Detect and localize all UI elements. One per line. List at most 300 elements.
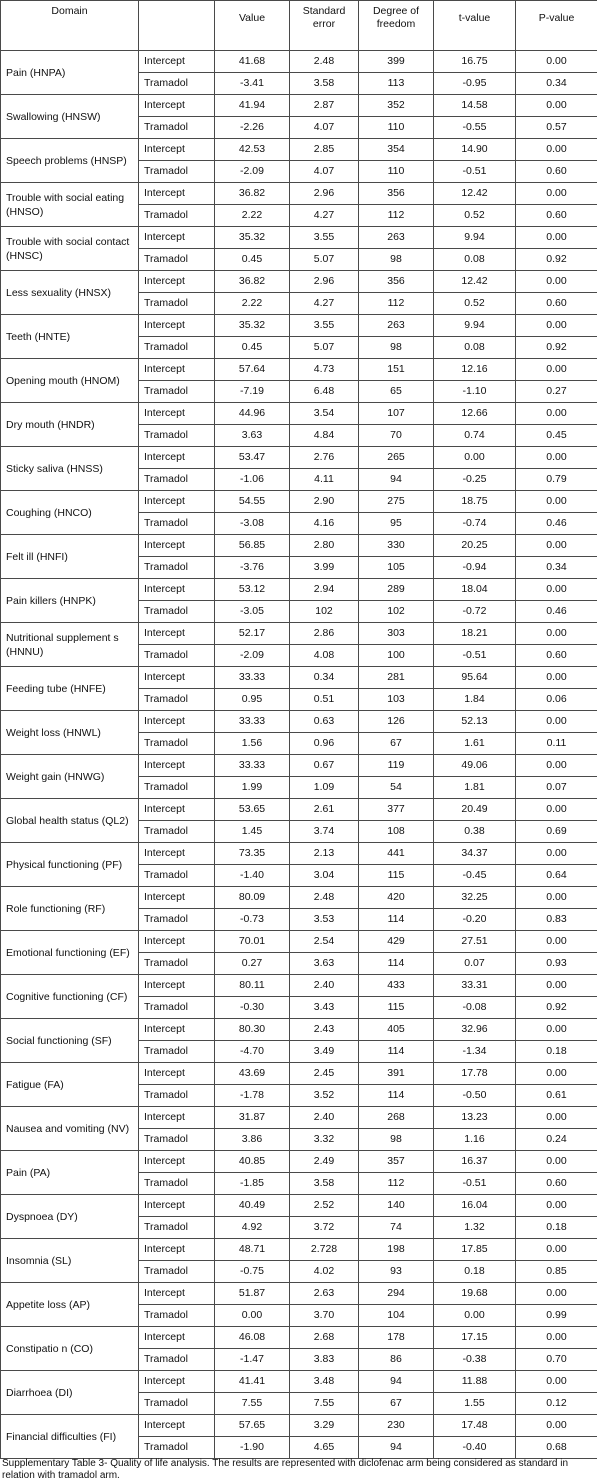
domain-cell: Physical functioning (PF) [1, 843, 139, 887]
t-cell: 0.08 [434, 249, 516, 271]
value-cell: -4.70 [215, 1041, 290, 1063]
value-cell: 80.11 [215, 975, 290, 997]
t-cell: 16.04 [434, 1195, 516, 1217]
intercept-label: Intercept [139, 755, 215, 777]
tramadol-label: Tramadol [139, 733, 215, 755]
intercept-label: Intercept [139, 711, 215, 733]
se-cell: 2.87 [290, 95, 359, 117]
p-cell: 0.00 [516, 1151, 597, 1173]
domain-cell: Feeding tube (HNFE) [1, 667, 139, 711]
table-row [1, 51, 597, 73]
t-cell: 0.74 [434, 425, 516, 447]
se-cell: 2.728 [290, 1239, 359, 1261]
table-row [1, 843, 597, 865]
se-cell: 1.09 [290, 777, 359, 799]
value-cell: 2.22 [215, 205, 290, 227]
value-cell: -7.19 [215, 381, 290, 403]
se-cell: 4.11 [290, 469, 359, 491]
df-cell: 114 [359, 909, 434, 931]
t-cell: -0.94 [434, 557, 516, 579]
df-cell: 114 [359, 1041, 434, 1063]
se-cell: 2.54 [290, 931, 359, 953]
se-cell: 2.63 [290, 1283, 359, 1305]
p-cell: 0.00 [516, 1107, 597, 1129]
t-cell: 19.68 [434, 1283, 516, 1305]
t-cell: 0.08 [434, 337, 516, 359]
p-cell: 0.34 [516, 73, 597, 95]
t-cell: 0.18 [434, 1261, 516, 1283]
table-row [1, 183, 597, 205]
df-cell: 281 [359, 667, 434, 689]
t-cell: -0.72 [434, 601, 516, 623]
se-cell: 3.55 [290, 227, 359, 249]
se-cell: 2.40 [290, 1107, 359, 1129]
table-row [1, 1415, 597, 1437]
intercept-label: Intercept [139, 315, 215, 337]
domain-cell: Pain (HNPA) [1, 51, 139, 95]
p-cell: 0.92 [516, 337, 597, 359]
tramadol-label: Tramadol [139, 601, 215, 623]
p-cell: 0.18 [516, 1041, 597, 1063]
domain-cell: Sticky saliva (HNSS) [1, 447, 139, 491]
value-cell: 48.71 [215, 1239, 290, 1261]
df-cell: 198 [359, 1239, 434, 1261]
t-cell: 34.37 [434, 843, 516, 865]
p-cell: 0.00 [516, 931, 597, 953]
table-row [1, 1239, 597, 1261]
table-row [1, 975, 597, 997]
p-cell: 0.00 [516, 799, 597, 821]
intercept-label: Intercept [139, 1283, 215, 1305]
t-cell: 33.31 [434, 975, 516, 997]
tramadol-label: Tramadol [139, 1261, 215, 1283]
t-cell: 1.55 [434, 1393, 516, 1415]
value-cell: 1.99 [215, 777, 290, 799]
domain-cell: Cognitive functioning (CF) [1, 975, 139, 1019]
tramadol-label: Tramadol [139, 513, 215, 535]
value-cell: 0.27 [215, 953, 290, 975]
value-cell: 36.82 [215, 271, 290, 293]
se-cell: 0.51 [290, 689, 359, 711]
table-row [1, 667, 597, 689]
t-cell: 9.94 [434, 227, 516, 249]
df-cell: 356 [359, 271, 434, 293]
domain-cell: Trouble with social contact (HNSC) [1, 227, 139, 271]
p-cell: 0.00 [516, 227, 597, 249]
domain-cell: Teeth (HNTE) [1, 315, 139, 359]
p-cell: 0.60 [516, 1173, 597, 1195]
se-cell: 3.58 [290, 73, 359, 95]
p-cell: 0.46 [516, 601, 597, 623]
se-cell: 3.63 [290, 953, 359, 975]
table-row [1, 711, 597, 733]
se-cell: 102 [290, 601, 359, 623]
df-cell: 263 [359, 227, 434, 249]
df-cell: 352 [359, 95, 434, 117]
p-cell: 0.34 [516, 557, 597, 579]
domain-cell: Nutritional supplement s (HNNU) [1, 623, 139, 667]
se-cell: 2.40 [290, 975, 359, 997]
se-cell: 5.07 [290, 249, 359, 271]
value-cell: 3.86 [215, 1129, 290, 1151]
p-cell: 0.00 [516, 623, 597, 645]
t-cell: 0.52 [434, 293, 516, 315]
p-cell: 0.00 [516, 1415, 597, 1437]
se-cell: 3.72 [290, 1217, 359, 1239]
value-cell: 0.00 [215, 1305, 290, 1327]
p-cell: 0.64 [516, 865, 597, 887]
tramadol-label: Tramadol [139, 205, 215, 227]
t-cell: -1.10 [434, 381, 516, 403]
df-cell: 102 [359, 601, 434, 623]
se-cell: 2.68 [290, 1327, 359, 1349]
se-cell: 2.61 [290, 799, 359, 821]
t-cell: -0.74 [434, 513, 516, 535]
df-cell: 429 [359, 931, 434, 953]
value-cell: -1.47 [215, 1349, 290, 1371]
value-cell: 46.08 [215, 1327, 290, 1349]
tramadol-label: Tramadol [139, 821, 215, 843]
df-cell: 289 [359, 579, 434, 601]
value-cell: 31.87 [215, 1107, 290, 1129]
df-cell: 112 [359, 293, 434, 315]
p-cell: 0.00 [516, 667, 597, 689]
value-cell: -3.76 [215, 557, 290, 579]
t-cell: 1.61 [434, 733, 516, 755]
value-cell: -1.85 [215, 1173, 290, 1195]
t-cell: -0.51 [434, 1173, 516, 1195]
df-cell: 70 [359, 425, 434, 447]
table-header-row [1, 1, 597, 51]
value-cell: -1.06 [215, 469, 290, 491]
value-cell: 43.69 [215, 1063, 290, 1085]
t-cell: 18.75 [434, 491, 516, 513]
table-row [1, 315, 597, 337]
value-cell: 0.95 [215, 689, 290, 711]
table-row [1, 139, 597, 161]
se-cell: 3.74 [290, 821, 359, 843]
intercept-label: Intercept [139, 975, 215, 997]
se-cell: 4.27 [290, 205, 359, 227]
se-cell: 2.52 [290, 1195, 359, 1217]
t-cell: 17.85 [434, 1239, 516, 1261]
p-cell: 0.92 [516, 997, 597, 1019]
t-cell: 0.07 [434, 953, 516, 975]
df-cell: 441 [359, 843, 434, 865]
value-cell: 33.33 [215, 755, 290, 777]
se-cell: 3.58 [290, 1173, 359, 1195]
se-cell: 2.48 [290, 887, 359, 909]
t-cell: -0.25 [434, 469, 516, 491]
p-cell: 0.00 [516, 579, 597, 601]
p-cell: 0.69 [516, 821, 597, 843]
p-cell: 0.45 [516, 425, 597, 447]
p-cell: 0.70 [516, 1349, 597, 1371]
tramadol-label: Tramadol [139, 293, 215, 315]
value-cell: 56.85 [215, 535, 290, 557]
value-cell: -1.78 [215, 1085, 290, 1107]
df-cell: 103 [359, 689, 434, 711]
p-cell: 0.00 [516, 1283, 597, 1305]
table-body [1, 51, 597, 1459]
tramadol-label: Tramadol [139, 865, 215, 887]
value-cell: 53.47 [215, 447, 290, 469]
df-cell: 330 [359, 535, 434, 557]
df-cell: 94 [359, 1437, 434, 1459]
table-row [1, 491, 597, 513]
p-cell: 0.00 [516, 843, 597, 865]
p-cell: 0.00 [516, 755, 597, 777]
t-cell: 9.94 [434, 315, 516, 337]
t-cell: 0.52 [434, 205, 516, 227]
tramadol-label: Tramadol [139, 1041, 215, 1063]
intercept-label: Intercept [139, 1107, 215, 1129]
t-cell: 14.58 [434, 95, 516, 117]
value-cell: 33.33 [215, 711, 290, 733]
value-cell: 2.22 [215, 293, 290, 315]
se-cell: 2.96 [290, 271, 359, 293]
value-cell: 57.64 [215, 359, 290, 381]
se-cell: 0.63 [290, 711, 359, 733]
t-cell: 17.78 [434, 1063, 516, 1085]
t-cell: 12.42 [434, 183, 516, 205]
value-cell: 53.65 [215, 799, 290, 821]
value-cell: -2.26 [215, 117, 290, 139]
p-cell: 0.99 [516, 1305, 597, 1327]
domain-cell: Felt ill (HNFI) [1, 535, 139, 579]
value-cell: -1.40 [215, 865, 290, 887]
df-cell: 94 [359, 1371, 434, 1393]
t-cell: -0.50 [434, 1085, 516, 1107]
table-row [1, 403, 597, 425]
df-cell: 263 [359, 315, 434, 337]
p-cell: 0.60 [516, 161, 597, 183]
value-cell: 41.94 [215, 95, 290, 117]
value-cell: -0.75 [215, 1261, 290, 1283]
domain-cell: Pain killers (HNPK) [1, 579, 139, 623]
intercept-label: Intercept [139, 1371, 215, 1393]
intercept-label: Intercept [139, 95, 215, 117]
domain-cell: Dry mouth (HNDR) [1, 403, 139, 447]
domain-cell: Speech problems (HNSP) [1, 139, 139, 183]
df-cell: 377 [359, 799, 434, 821]
p-cell: 0.60 [516, 293, 597, 315]
t-cell: -0.95 [434, 73, 516, 95]
t-cell: 1.32 [434, 1217, 516, 1239]
tramadol-label: Tramadol [139, 1129, 215, 1151]
t-cell: 1.81 [434, 777, 516, 799]
df-cell: 112 [359, 205, 434, 227]
intercept-label: Intercept [139, 1239, 215, 1261]
t-cell: 17.15 [434, 1327, 516, 1349]
table-row [1, 1195, 597, 1217]
tramadol-label: Tramadol [139, 1305, 215, 1327]
intercept-label: Intercept [139, 1195, 215, 1217]
p-cell: 0.92 [516, 249, 597, 271]
se-cell: 3.49 [290, 1041, 359, 1063]
intercept-label: Intercept [139, 667, 215, 689]
df-cell: 74 [359, 1217, 434, 1239]
p-cell: 0.60 [516, 645, 597, 667]
table-row [1, 579, 597, 601]
df-cell: 178 [359, 1327, 434, 1349]
t-cell: 14.90 [434, 139, 516, 161]
intercept-label: Intercept [139, 535, 215, 557]
se-cell: 4.07 [290, 161, 359, 183]
p-cell: 0.00 [516, 271, 597, 293]
intercept-label: Intercept [139, 1063, 215, 1085]
value-cell: 80.30 [215, 1019, 290, 1041]
se-cell: 3.29 [290, 1415, 359, 1437]
df-cell: 94 [359, 469, 434, 491]
p-cell: 0.00 [516, 183, 597, 205]
p-cell: 0.06 [516, 689, 597, 711]
p-cell: 0.00 [516, 1327, 597, 1349]
df-cell: 110 [359, 161, 434, 183]
se-cell: 2.49 [290, 1151, 359, 1173]
value-cell: 41.41 [215, 1371, 290, 1393]
value-cell: 0.45 [215, 337, 290, 359]
t-cell: 27.51 [434, 931, 516, 953]
df-cell: 98 [359, 249, 434, 271]
header-p-value: P-value [516, 1, 597, 51]
df-cell: 115 [359, 865, 434, 887]
se-cell: 3.99 [290, 557, 359, 579]
p-cell: 0.00 [516, 491, 597, 513]
intercept-label: Intercept [139, 227, 215, 249]
df-cell: 265 [359, 447, 434, 469]
p-cell: 0.00 [516, 711, 597, 733]
p-cell: 0.83 [516, 909, 597, 931]
df-cell: 151 [359, 359, 434, 381]
t-cell: -0.55 [434, 117, 516, 139]
se-cell: 2.90 [290, 491, 359, 513]
tramadol-label: Tramadol [139, 1393, 215, 1415]
df-cell: 405 [359, 1019, 434, 1041]
value-cell: 33.33 [215, 667, 290, 689]
p-cell: 0.00 [516, 1019, 597, 1041]
df-cell: 108 [359, 821, 434, 843]
table-row [1, 799, 597, 821]
t-cell: -0.38 [434, 1349, 516, 1371]
tramadol-label: Tramadol [139, 557, 215, 579]
tramadol-label: Tramadol [139, 953, 215, 975]
p-cell: 0.00 [516, 535, 597, 557]
se-cell: 3.55 [290, 315, 359, 337]
domain-cell: Weight gain (HNWG) [1, 755, 139, 799]
p-cell: 0.00 [516, 887, 597, 909]
intercept-label: Intercept [139, 447, 215, 469]
value-cell: 4.92 [215, 1217, 290, 1239]
value-cell: 53.12 [215, 579, 290, 601]
p-cell: 0.60 [516, 205, 597, 227]
value-cell: -3.05 [215, 601, 290, 623]
df-cell: 54 [359, 777, 434, 799]
se-cell: 4.02 [290, 1261, 359, 1283]
table-row [1, 1327, 597, 1349]
domain-cell: Emotional functioning (EF) [1, 931, 139, 975]
p-cell: 0.00 [516, 1371, 597, 1393]
t-cell: 52.13 [434, 711, 516, 733]
df-cell: 391 [359, 1063, 434, 1085]
df-cell: 65 [359, 381, 434, 403]
header-value: Value [215, 1, 290, 51]
t-cell: 12.66 [434, 403, 516, 425]
intercept-label: Intercept [139, 139, 215, 161]
table-row [1, 623, 597, 645]
header-degree-of-freedom: Degree of freedom [359, 1, 434, 51]
tramadol-label: Tramadol [139, 381, 215, 403]
p-cell: 0.07 [516, 777, 597, 799]
p-cell: 0.27 [516, 381, 597, 403]
p-cell: 0.00 [516, 315, 597, 337]
table-row [1, 1283, 597, 1305]
intercept-label: Intercept [139, 931, 215, 953]
se-cell: 3.70 [290, 1305, 359, 1327]
df-cell: 140 [359, 1195, 434, 1217]
t-cell: 1.16 [434, 1129, 516, 1151]
table-row [1, 271, 597, 293]
domain-cell: Nausea and vomiting (NV) [1, 1107, 139, 1151]
value-cell: 54.55 [215, 491, 290, 513]
header-standard-error: Standard error [290, 1, 359, 51]
se-cell: 3.83 [290, 1349, 359, 1371]
intercept-label: Intercept [139, 403, 215, 425]
t-cell: -0.08 [434, 997, 516, 1019]
t-cell: 20.49 [434, 799, 516, 821]
domain-cell: Dyspnoea (DY) [1, 1195, 139, 1239]
se-cell: 3.54 [290, 403, 359, 425]
intercept-label: Intercept [139, 359, 215, 381]
tramadol-label: Tramadol [139, 117, 215, 139]
se-cell: 2.13 [290, 843, 359, 865]
t-cell: 95.64 [434, 667, 516, 689]
t-cell: -0.51 [434, 161, 516, 183]
t-cell: 13.23 [434, 1107, 516, 1129]
domain-cell: Coughing (HNCO) [1, 491, 139, 535]
se-cell: 5.07 [290, 337, 359, 359]
header-t-value: t-value [434, 1, 516, 51]
df-cell: 356 [359, 183, 434, 205]
se-cell: 3.43 [290, 997, 359, 1019]
value-cell: 57.65 [215, 1415, 290, 1437]
value-cell: 73.35 [215, 843, 290, 865]
value-cell: -2.09 [215, 645, 290, 667]
intercept-label: Intercept [139, 51, 215, 73]
tramadol-label: Tramadol [139, 337, 215, 359]
se-cell: 4.65 [290, 1437, 359, 1459]
df-cell: 100 [359, 645, 434, 667]
value-cell: -0.73 [215, 909, 290, 931]
header-arm [139, 1, 215, 51]
p-cell: 0.57 [516, 117, 597, 139]
value-cell: 40.49 [215, 1195, 290, 1217]
se-cell: 2.85 [290, 139, 359, 161]
df-cell: 230 [359, 1415, 434, 1437]
t-cell: 0.00 [434, 447, 516, 469]
df-cell: 420 [359, 887, 434, 909]
tramadol-label: Tramadol [139, 425, 215, 447]
se-cell: 2.94 [290, 579, 359, 601]
df-cell: 95 [359, 513, 434, 535]
domain-cell: Diarrhoea (DI) [1, 1371, 139, 1415]
value-cell: 3.63 [215, 425, 290, 447]
value-cell: 41.68 [215, 51, 290, 73]
table-row [1, 887, 597, 909]
t-cell: 49.06 [434, 755, 516, 777]
se-cell: 7.55 [290, 1393, 359, 1415]
table-row [1, 1151, 597, 1173]
